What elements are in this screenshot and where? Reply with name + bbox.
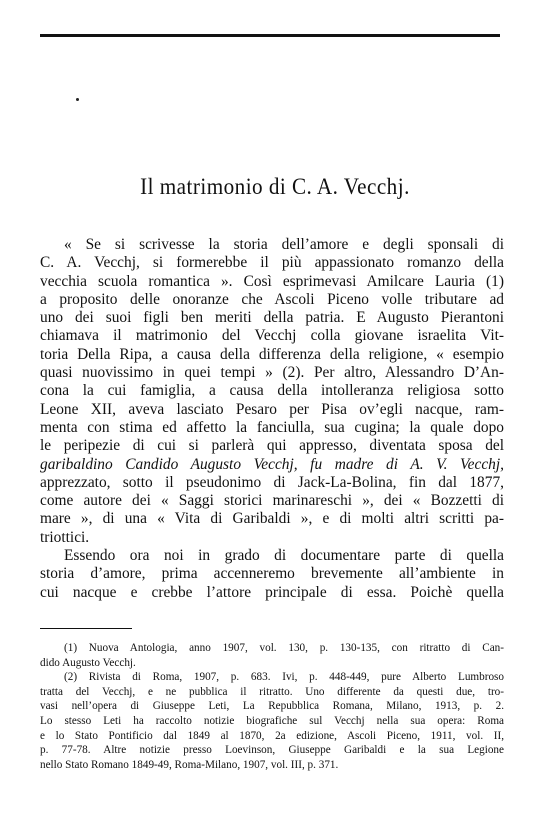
body-line: triottici.	[40, 528, 90, 546]
footnote-line: e lo Stato Pontificio dal 1849 al 1870, 2a edizione, Ascoli Piceno, 1911, vol. II,	[40, 729, 504, 742]
body-line: come autore dei « Saggi storici marinareschi », dei « Bozzetti di	[40, 492, 504, 510]
body-line: a proposito delle onoranze che Ascoli Piceno volle tributare ad	[40, 290, 504, 308]
footnote-line: (1) Nuova Antologia, anno 1907, vol. 130, p. 130-135, con ritratto di Can-	[64, 642, 504, 654]
body-line: Leone XII, aveva lasciato Pesaro per Pisa ov’egli nacque, ram-	[40, 400, 504, 418]
footnote-line: vasi nell’opera di Giuseppe Leti, La Repubblica Romana, Milano, 1913, p. 2.	[40, 700, 504, 713]
body-line: cona la cui famiglia, a causa della intolleranza religiosa sotto	[40, 382, 504, 400]
top-rule	[40, 34, 500, 37]
body-line: « Se si scrivesse la storia dell’amore e degli sponsali di	[64, 236, 504, 253]
ink-speck	[76, 98, 79, 101]
footnote-line: Lo stesso Leti ha raccolto notizie biografiche sul Vecchj nella sua opera: Roma	[40, 714, 504, 727]
footnote-line: dido Augusto Vecchj.	[40, 656, 136, 669]
body-line: quasi nuovissimo in quei tempi » (2). Per altro, Alessandro D’An-	[40, 364, 504, 382]
footnotes	[40, 641, 504, 772]
body-line: le peripezie di cui si parlerà qui appresso, diventata sposa del	[40, 437, 504, 455]
body-line: C. A. Vecchj, si formerebbe il più appassionato romanzo della	[40, 254, 504, 272]
body-line: chiamava il matrimonio del Vecchj colla giovane israelita Vit-	[40, 327, 504, 345]
body-line: apprezzato, sotto il pseudonimo di Jack-La-Bolina, fin dal 1877,	[40, 473, 504, 491]
footnote-line: tratta del Vecchj, e ne pubblica il ritratto. Uno differente da questi due, tro-	[40, 685, 504, 698]
body-text	[40, 236, 504, 602]
footnote-line: (2) Rivista di Roma, 1907, p. 683. Ivi, p. 448-449, pure Alberto Lumbroso	[64, 671, 504, 684]
body-line: cui nacque e crebbe l’attore principale di essa. Poichè quella	[40, 583, 504, 601]
body-line: Essendo ora noi in grado di documentare parte di quella	[64, 547, 504, 565]
body-line: vecchia scuola romantica ». Così esprimevasi Amilcare Lauria (1)	[40, 272, 504, 290]
body-line: storia d’amore, prima accenneremo brevemente all’ambiente in	[40, 565, 504, 583]
chapter-title: Il matrimonio di C. A. Vecchj.	[140, 174, 410, 199]
footnote-line: nello Stato Romano 1849-49, Roma-Milano, 1907, vol. III, p. 371.	[40, 758, 339, 771]
body-line: uno dei suoi figli ben meriti della patria. E Augusto Pierantoni	[40, 309, 504, 327]
body-line: menta con stima ed affetto la fanciulla, sua cugina; la quale dopo	[40, 418, 504, 436]
body-line: mare », di una « Vita di Garibaldi », e di molti altri scritti pa-	[40, 510, 504, 528]
footnote-line: p. 77-78. Altre notizie presso Loevinson, Giuseppe Garibaldi e la sua Legione	[40, 744, 504, 757]
footnote-rule	[40, 628, 132, 629]
body-line: toria Della Ripa, a causa della differenza della religione, « esempio	[40, 345, 504, 363]
body-line: garibaldino Candido Augusto Vecchj, fu madre di A. V. Vecchj,	[40, 455, 504, 473]
